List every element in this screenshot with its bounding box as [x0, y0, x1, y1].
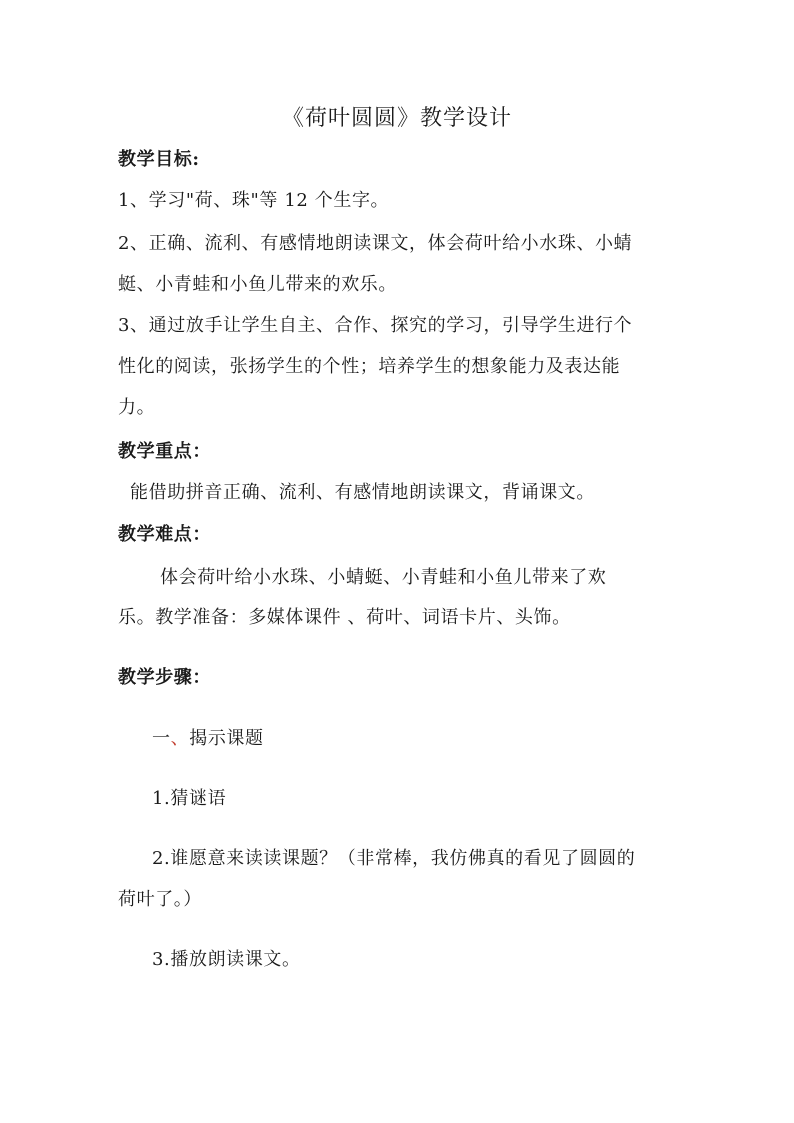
difficulty-line-2: 乐。教学准备：多媒体课件 、荷叶、词语卡片、头饰。 — [118, 607, 571, 628]
section-1-separator: 、 — [170, 728, 190, 749]
focus-heading: 教学重点： — [118, 441, 211, 462]
goal-item-1: 1、学习"荷、珠"等 12 个生字。 — [118, 190, 390, 211]
goals-heading: 教学目标: — [118, 149, 200, 170]
step-1: 1.猜谜语 — [152, 788, 227, 809]
difficulty-heading: 教学难点： — [118, 524, 211, 545]
section-1-heading — [152, 727, 712, 751]
document-title: 《荷叶圆圆》教学设计 — [281, 106, 512, 131]
difficulty-line-1: 体会荷叶给小水珠、小蜻蜓、小青蛙和小鱼儿带来了欢 — [160, 567, 607, 588]
steps-heading: 教学步骤： — [118, 667, 211, 688]
goal-item-2-line-2: 蜓、小青蛙和小鱼儿带来的欢乐。 — [118, 274, 397, 295]
section-1-number: 一 — [152, 728, 171, 749]
section-1-text: 揭示课题 — [189, 728, 264, 749]
goal-item-3-line-3: 力。 — [118, 397, 156, 418]
goal-item-2-line-1: 2、正确、流利、有感情地朗读课文，体会荷叶给小水珠、小蜻 — [118, 233, 633, 254]
step-2-line-1: 2.谁愿意来读读课题？（非常棒，我仿佛真的看见了圆圆的 — [152, 848, 636, 869]
step-3: 3.播放朗读课文。 — [152, 949, 301, 970]
goal-item-3-line-1: 3、通过放手让学生自主、合作、探究的学习，引导学生进行个 — [118, 315, 633, 336]
step-2-line-2: 荷叶了。） — [118, 889, 202, 910]
goal-item-3-line-2: 性化的阅读，张扬学生的个性；培养学生的想象能力及表达能 — [118, 356, 621, 377]
focus-text: 能借助拼音正确、流利、有感情地朗读课文，背诵课文。 — [130, 482, 595, 503]
